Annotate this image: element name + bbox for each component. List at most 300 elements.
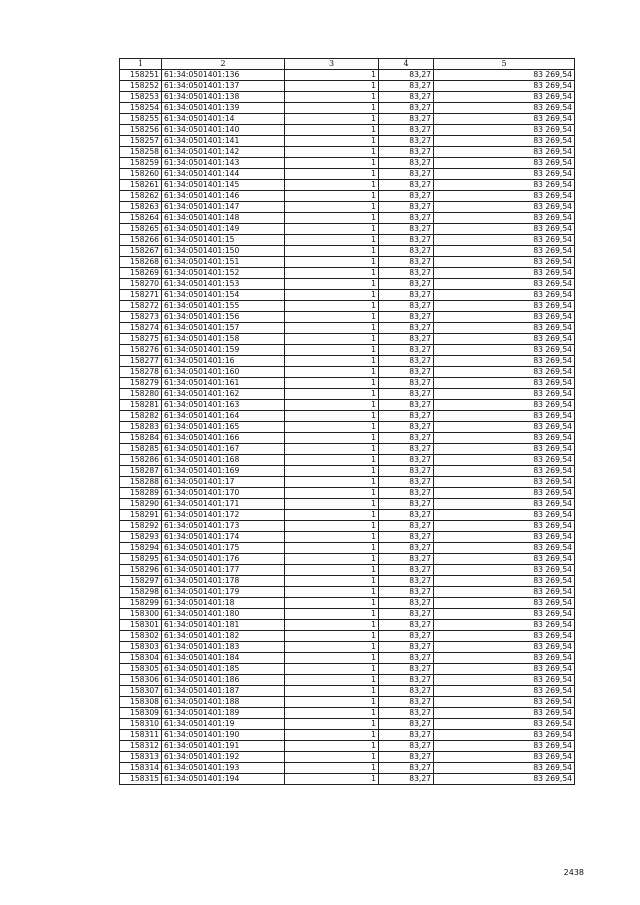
- table-row: [120, 620, 575, 631]
- page-number: 2438: [563, 868, 584, 877]
- row-number-cell: 158300: [120, 609, 162, 620]
- cadastral-number-cell: 61:34:0501401:166: [162, 433, 285, 444]
- count-cell: 1: [285, 510, 379, 521]
- count-cell: 1: [285, 422, 379, 433]
- row-number-cell: 158261: [120, 180, 162, 191]
- amount-cell: 83 269,54: [434, 191, 575, 202]
- amount-cell: 83 269,54: [434, 620, 575, 631]
- count-cell: 1: [285, 323, 379, 334]
- amount-cell: 83 269,54: [434, 653, 575, 664]
- table-row: [120, 653, 575, 664]
- table-row: [120, 774, 575, 785]
- cadastral-number-cell: 61:34:0501401:169: [162, 466, 285, 477]
- cadastral-number-cell: 61:34:0501401:156: [162, 312, 285, 323]
- count-cell: 1: [285, 125, 379, 136]
- amount-cell: 83 269,54: [434, 697, 575, 708]
- rate-cell: 83,27: [379, 686, 434, 697]
- cadastral-number-cell: 61:34:0501401:164: [162, 411, 285, 422]
- row-number-cell: 158285: [120, 444, 162, 455]
- amount-cell: 83 269,54: [434, 400, 575, 411]
- count-cell: 1: [285, 367, 379, 378]
- cadastral-number-cell: 61:34:0501401:190: [162, 730, 285, 741]
- count-cell: 1: [285, 378, 379, 389]
- cadastral-number-cell: 61:34:0501401:150: [162, 246, 285, 257]
- count-cell: 1: [285, 763, 379, 774]
- amount-cell: 83 269,54: [434, 686, 575, 697]
- rate-cell: 83,27: [379, 235, 434, 246]
- amount-cell: 83 269,54: [434, 180, 575, 191]
- count-cell: 1: [285, 675, 379, 686]
- cadastral-number-cell: 61:34:0501401:137: [162, 81, 285, 92]
- cadastral-number-cell: 61:34:0501401:194: [162, 774, 285, 785]
- count-cell: 1: [285, 741, 379, 752]
- rate-cell: 83,27: [379, 180, 434, 191]
- row-number-cell: 158253: [120, 92, 162, 103]
- count-cell: 1: [285, 686, 379, 697]
- count-cell: 1: [285, 477, 379, 488]
- row-number-cell: 158293: [120, 532, 162, 543]
- amount-cell: 83 269,54: [434, 147, 575, 158]
- table-body: [120, 70, 575, 785]
- table-row: [120, 752, 575, 763]
- amount-cell: 83 269,54: [434, 642, 575, 653]
- count-cell: 1: [285, 587, 379, 598]
- table-row: [120, 180, 575, 191]
- count-cell: 1: [285, 70, 379, 81]
- row-number-cell: 158262: [120, 191, 162, 202]
- cadastral-number-cell: 61:34:0501401:167: [162, 444, 285, 455]
- rate-cell: 83,27: [379, 664, 434, 675]
- table-row: [120, 697, 575, 708]
- rate-cell: 83,27: [379, 290, 434, 301]
- cadastral-number-cell: 61:34:0501401:154: [162, 290, 285, 301]
- rate-cell: 83,27: [379, 708, 434, 719]
- count-cell: 1: [285, 521, 379, 532]
- row-number-cell: 158299: [120, 598, 162, 609]
- row-number-cell: 158251: [120, 70, 162, 81]
- amount-cell: 83 269,54: [434, 422, 575, 433]
- row-number-cell: 158263: [120, 202, 162, 213]
- cadastral-number-cell: 61:34:0501401:142: [162, 147, 285, 158]
- amount-cell: 83 269,54: [434, 675, 575, 686]
- count-cell: 1: [285, 488, 379, 499]
- rate-cell: 83,27: [379, 92, 434, 103]
- rate-cell: 83,27: [379, 378, 434, 389]
- count-cell: 1: [285, 565, 379, 576]
- count-cell: 1: [285, 191, 379, 202]
- cadastral-number-cell: 61:34:0501401:191: [162, 741, 285, 752]
- table-row: [120, 92, 575, 103]
- rate-cell: 83,27: [379, 114, 434, 125]
- cadastral-number-cell: 61:34:0501401:183: [162, 642, 285, 653]
- amount-cell: 83 269,54: [434, 378, 575, 389]
- cadastral-number-cell: 61:34:0501401:161: [162, 378, 285, 389]
- row-number-cell: 158256: [120, 125, 162, 136]
- amount-cell: 83 269,54: [434, 741, 575, 752]
- table-row: [120, 433, 575, 444]
- amount-cell: 83 269,54: [434, 466, 575, 477]
- cadastral-number-cell: 61:34:0501401:178: [162, 576, 285, 587]
- rate-cell: 83,27: [379, 158, 434, 169]
- table-row: [120, 521, 575, 532]
- cadastral-number-cell: 61:34:0501401:18: [162, 598, 285, 609]
- count-cell: 1: [285, 444, 379, 455]
- count-cell: 1: [285, 543, 379, 554]
- amount-cell: 83 269,54: [434, 521, 575, 532]
- row-number-cell: 158279: [120, 378, 162, 389]
- rate-cell: 83,27: [379, 147, 434, 158]
- amount-cell: 83 269,54: [434, 70, 575, 81]
- amount-cell: 83 269,54: [434, 268, 575, 279]
- table-row: [120, 466, 575, 477]
- rate-cell: 83,27: [379, 213, 434, 224]
- row-number-cell: 158265: [120, 224, 162, 235]
- cadastral-number-cell: 61:34:0501401:186: [162, 675, 285, 686]
- column-header: 4: [379, 59, 434, 70]
- table-row: [120, 675, 575, 686]
- rate-cell: 83,27: [379, 499, 434, 510]
- amount-cell: 83 269,54: [434, 499, 575, 510]
- amount-cell: 83 269,54: [434, 334, 575, 345]
- rate-cell: 83,27: [379, 620, 434, 631]
- table-row: [120, 532, 575, 543]
- row-number-cell: 158304: [120, 653, 162, 664]
- cadastral-number-cell: 61:34:0501401:138: [162, 92, 285, 103]
- row-number-cell: 158283: [120, 422, 162, 433]
- row-number-cell: 158259: [120, 158, 162, 169]
- amount-cell: 83 269,54: [434, 312, 575, 323]
- cadastral-number-cell: 61:34:0501401:162: [162, 389, 285, 400]
- count-cell: 1: [285, 158, 379, 169]
- rate-cell: 83,27: [379, 631, 434, 642]
- amount-cell: 83 269,54: [434, 202, 575, 213]
- count-cell: 1: [285, 774, 379, 785]
- count-cell: 1: [285, 609, 379, 620]
- rate-cell: 83,27: [379, 510, 434, 521]
- table-row: [120, 719, 575, 730]
- rate-cell: 83,27: [379, 697, 434, 708]
- amount-cell: 83 269,54: [434, 279, 575, 290]
- row-number-cell: 158309: [120, 708, 162, 719]
- table-row: [120, 81, 575, 92]
- row-number-cell: 158282: [120, 411, 162, 422]
- amount-cell: 83 269,54: [434, 158, 575, 169]
- rate-cell: 83,27: [379, 477, 434, 488]
- row-number-cell: 158258: [120, 147, 162, 158]
- cadastral-number-cell: 61:34:0501401:14: [162, 114, 285, 125]
- table-row: [120, 378, 575, 389]
- table-row: [120, 169, 575, 180]
- count-cell: 1: [285, 708, 379, 719]
- count-cell: 1: [285, 400, 379, 411]
- cadastral-number-cell: 61:34:0501401:152: [162, 268, 285, 279]
- amount-cell: 83 269,54: [434, 488, 575, 499]
- count-cell: 1: [285, 642, 379, 653]
- cadastral-number-cell: 61:34:0501401:144: [162, 169, 285, 180]
- row-number-cell: 158281: [120, 400, 162, 411]
- table-row: [120, 642, 575, 653]
- rate-cell: 83,27: [379, 444, 434, 455]
- row-number-cell: 158294: [120, 543, 162, 554]
- table-row: [120, 191, 575, 202]
- table-row: [120, 136, 575, 147]
- amount-cell: 83 269,54: [434, 708, 575, 719]
- rate-cell: 83,27: [379, 488, 434, 499]
- table-row: [120, 213, 575, 224]
- amount-cell: 83 269,54: [434, 609, 575, 620]
- amount-cell: 83 269,54: [434, 730, 575, 741]
- count-cell: 1: [285, 356, 379, 367]
- row-number-cell: 158302: [120, 631, 162, 642]
- count-cell: 1: [285, 235, 379, 246]
- table-row: [120, 268, 575, 279]
- row-number-cell: 158313: [120, 752, 162, 763]
- row-number-cell: 158287: [120, 466, 162, 477]
- row-number-cell: 158297: [120, 576, 162, 587]
- amount-cell: 83 269,54: [434, 345, 575, 356]
- cadastral-number-cell: 61:34:0501401:172: [162, 510, 285, 521]
- count-cell: 1: [285, 246, 379, 257]
- row-number-cell: 158310: [120, 719, 162, 730]
- amount-cell: 83 269,54: [434, 81, 575, 92]
- cadastral-number-cell: 61:34:0501401:141: [162, 136, 285, 147]
- table-row: [120, 224, 575, 235]
- rate-cell: 83,27: [379, 543, 434, 554]
- table-row: [120, 147, 575, 158]
- count-cell: 1: [285, 81, 379, 92]
- cadastral-number-cell: 61:34:0501401:189: [162, 708, 285, 719]
- row-number-cell: 158272: [120, 301, 162, 312]
- rate-cell: 83,27: [379, 312, 434, 323]
- amount-cell: 83 269,54: [434, 224, 575, 235]
- row-number-cell: 158286: [120, 455, 162, 466]
- table-row: [120, 367, 575, 378]
- amount-cell: 83 269,54: [434, 103, 575, 114]
- amount-cell: 83 269,54: [434, 554, 575, 565]
- amount-cell: 83 269,54: [434, 587, 575, 598]
- rate-cell: 83,27: [379, 411, 434, 422]
- amount-cell: 83 269,54: [434, 235, 575, 246]
- cadastral-number-cell: 61:34:0501401:187: [162, 686, 285, 697]
- cadastral-number-cell: 61:34:0501401:145: [162, 180, 285, 191]
- amount-cell: 83 269,54: [434, 455, 575, 466]
- cadastral-number-cell: 61:34:0501401:17: [162, 477, 285, 488]
- table-row: [120, 312, 575, 323]
- count-cell: 1: [285, 466, 379, 477]
- table-row: [120, 400, 575, 411]
- table-row: [120, 587, 575, 598]
- table-row: [120, 356, 575, 367]
- cadastral-number-cell: 61:34:0501401:175: [162, 543, 285, 554]
- amount-cell: 83 269,54: [434, 246, 575, 257]
- rate-cell: 83,27: [379, 356, 434, 367]
- count-cell: 1: [285, 554, 379, 565]
- cadastral-number-cell: 61:34:0501401:15: [162, 235, 285, 246]
- cadastral-number-cell: 61:34:0501401:146: [162, 191, 285, 202]
- amount-cell: 83 269,54: [434, 257, 575, 268]
- count-cell: 1: [285, 576, 379, 587]
- amount-cell: 83 269,54: [434, 411, 575, 422]
- cadastral-number-cell: 61:34:0501401:136: [162, 70, 285, 81]
- row-number-cell: 158274: [120, 323, 162, 334]
- column-header: 2: [162, 59, 285, 70]
- cadastral-number-cell: 61:34:0501401:168: [162, 455, 285, 466]
- amount-cell: 83 269,54: [434, 719, 575, 730]
- cadastral-number-cell: 61:34:0501401:180: [162, 609, 285, 620]
- count-cell: 1: [285, 224, 379, 235]
- count-cell: 1: [285, 312, 379, 323]
- row-number-cell: 158308: [120, 697, 162, 708]
- count-cell: 1: [285, 334, 379, 345]
- rate-cell: 83,27: [379, 774, 434, 785]
- table-row: [120, 345, 575, 356]
- cadastral-number-cell: 61:34:0501401:157: [162, 323, 285, 334]
- count-cell: 1: [285, 598, 379, 609]
- cadastral-number-cell: 61:34:0501401:174: [162, 532, 285, 543]
- amount-cell: 83 269,54: [434, 136, 575, 147]
- cadastral-number-cell: 61:34:0501401:182: [162, 631, 285, 642]
- amount-cell: 83 269,54: [434, 631, 575, 642]
- column-header: 1: [120, 59, 162, 70]
- count-cell: 1: [285, 719, 379, 730]
- rate-cell: 83,27: [379, 389, 434, 400]
- cadastral-number-cell: 61:34:0501401:177: [162, 565, 285, 576]
- amount-cell: 83 269,54: [434, 576, 575, 587]
- row-number-cell: 158275: [120, 334, 162, 345]
- amount-cell: 83 269,54: [434, 301, 575, 312]
- count-cell: 1: [285, 752, 379, 763]
- count-cell: 1: [285, 213, 379, 224]
- rate-cell: 83,27: [379, 268, 434, 279]
- table-row: [120, 565, 575, 576]
- table-row: [120, 301, 575, 312]
- row-number-cell: 158314: [120, 763, 162, 774]
- amount-cell: 83 269,54: [434, 532, 575, 543]
- table-row: [120, 499, 575, 510]
- row-number-cell: 158301: [120, 620, 162, 631]
- table-row: [120, 609, 575, 620]
- table-row: [120, 708, 575, 719]
- row-number-cell: 158266: [120, 235, 162, 246]
- row-number-cell: 158267: [120, 246, 162, 257]
- count-cell: 1: [285, 345, 379, 356]
- row-number-cell: 158277: [120, 356, 162, 367]
- row-number-cell: 158312: [120, 741, 162, 752]
- rate-cell: 83,27: [379, 279, 434, 290]
- row-number-cell: 158273: [120, 312, 162, 323]
- count-cell: 1: [285, 433, 379, 444]
- table-row: [120, 103, 575, 114]
- table-row: [120, 290, 575, 301]
- table-row: [120, 422, 575, 433]
- table-row: [120, 543, 575, 554]
- amount-cell: 83 269,54: [434, 543, 575, 554]
- count-cell: 1: [285, 290, 379, 301]
- rate-cell: 83,27: [379, 576, 434, 587]
- count-cell: 1: [285, 103, 379, 114]
- amount-cell: 83 269,54: [434, 565, 575, 576]
- row-number-cell: 158291: [120, 510, 162, 521]
- table-row: [120, 70, 575, 81]
- rate-cell: 83,27: [379, 301, 434, 312]
- amount-cell: 83 269,54: [434, 433, 575, 444]
- count-cell: 1: [285, 169, 379, 180]
- rate-cell: 83,27: [379, 521, 434, 532]
- rate-cell: 83,27: [379, 598, 434, 609]
- rate-cell: 83,27: [379, 675, 434, 686]
- cadastral-number-cell: 61:34:0501401:160: [162, 367, 285, 378]
- row-number-cell: 158295: [120, 554, 162, 565]
- data-table: [119, 58, 575, 785]
- rate-cell: 83,27: [379, 169, 434, 180]
- column-header: 5: [434, 59, 575, 70]
- table-row: [120, 202, 575, 213]
- count-cell: 1: [285, 389, 379, 400]
- table-row: [120, 334, 575, 345]
- table-row: [120, 488, 575, 499]
- rate-cell: 83,27: [379, 763, 434, 774]
- cadastral-number-cell: 61:34:0501401:140: [162, 125, 285, 136]
- rate-cell: 83,27: [379, 323, 434, 334]
- cadastral-number-cell: 61:34:0501401:158: [162, 334, 285, 345]
- cadastral-number-cell: 61:34:0501401:159: [162, 345, 285, 356]
- table-row: [120, 730, 575, 741]
- count-cell: 1: [285, 631, 379, 642]
- cadastral-number-cell: 61:34:0501401:193: [162, 763, 285, 774]
- cadastral-number-cell: 61:34:0501401:192: [162, 752, 285, 763]
- cadastral-number-cell: 61:34:0501401:148: [162, 213, 285, 224]
- amount-cell: 83 269,54: [434, 125, 575, 136]
- table-row: [120, 125, 575, 136]
- row-number-cell: 158303: [120, 642, 162, 653]
- table-row: [120, 763, 575, 774]
- count-cell: 1: [285, 180, 379, 191]
- table-row: [120, 686, 575, 697]
- count-cell: 1: [285, 620, 379, 631]
- table-row: [120, 455, 575, 466]
- amount-cell: 83 269,54: [434, 169, 575, 180]
- count-cell: 1: [285, 697, 379, 708]
- row-number-cell: 158306: [120, 675, 162, 686]
- count-cell: 1: [285, 136, 379, 147]
- table-row: [120, 158, 575, 169]
- count-cell: 1: [285, 653, 379, 664]
- row-number-cell: 158284: [120, 433, 162, 444]
- row-number-cell: 158278: [120, 367, 162, 378]
- cadastral-number-cell: 61:34:0501401:173: [162, 521, 285, 532]
- rate-cell: 83,27: [379, 752, 434, 763]
- rate-cell: 83,27: [379, 433, 434, 444]
- count-cell: 1: [285, 499, 379, 510]
- rate-cell: 83,27: [379, 554, 434, 565]
- cadastral-number-cell: 61:34:0501401:184: [162, 653, 285, 664]
- amount-cell: 83 269,54: [434, 752, 575, 763]
- table-header-row: [120, 59, 575, 70]
- cadastral-number-cell: 61:34:0501401:181: [162, 620, 285, 631]
- rate-cell: 83,27: [379, 81, 434, 92]
- rate-cell: 83,27: [379, 466, 434, 477]
- cadastral-number-cell: 61:34:0501401:143: [162, 158, 285, 169]
- rate-cell: 83,27: [379, 400, 434, 411]
- table-row: [120, 411, 575, 422]
- amount-cell: 83 269,54: [434, 367, 575, 378]
- row-number-cell: 158290: [120, 499, 162, 510]
- count-cell: 1: [285, 411, 379, 422]
- cadastral-number-cell: 61:34:0501401:151: [162, 257, 285, 268]
- count-cell: 1: [285, 664, 379, 675]
- count-cell: 1: [285, 279, 379, 290]
- cadastral-number-cell: 61:34:0501401:147: [162, 202, 285, 213]
